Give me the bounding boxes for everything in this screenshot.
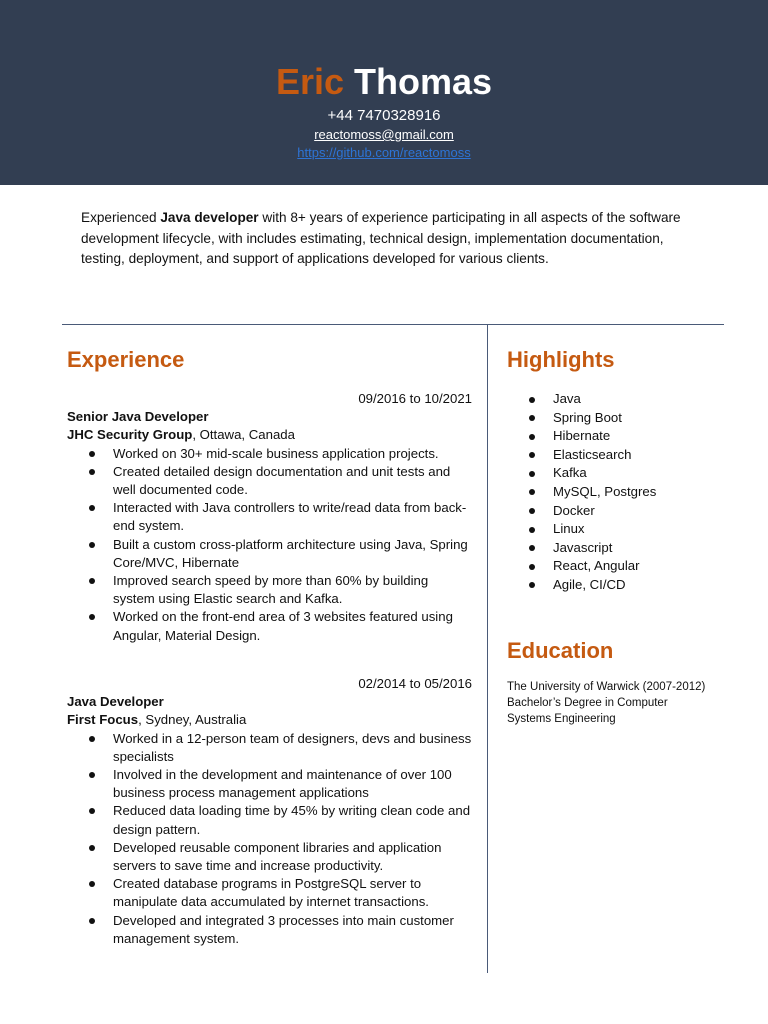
highlight-item: Docker [553, 502, 727, 521]
highlight-item: Elasticsearch [553, 446, 727, 465]
education-heading: Education [507, 638, 614, 663]
horizontal-divider [62, 324, 724, 325]
job-company [67, 426, 472, 444]
phone-number: +44 7470328916 [327, 107, 441, 124]
job-bullet: Created detailed design documentation and unit tests and well documented code. [113, 463, 472, 499]
job-bullet: Built a custom cross-platform architecture using Java, Spring Core/MVC, Hibernate [113, 536, 472, 572]
job-bullet: Involved in the development and maintenance of over 100 business process management applications [113, 766, 472, 802]
highlight-item: Spring Boot [553, 409, 727, 428]
education-details [507, 680, 747, 727]
job-entry [67, 390, 472, 645]
education-school: The University of Warwick (2007-2012) [507, 681, 706, 693]
job-bullet: Reduced data loading time by 45% by writing clean code and design pattern. [113, 802, 472, 838]
job-bullet: Worked on the front-end area of 3 websites featured using Angular, Material Design. [113, 608, 472, 644]
highlight-item: Java [553, 390, 727, 409]
email-link[interactable]: reactomoss@gmail.com [314, 127, 454, 142]
highlight-item: Linux [553, 520, 727, 539]
job-bullet: Created database programs in PostgreSQL server to manipulate data accumulated by internet transactions. [113, 875, 472, 911]
job-dates: 02/2014 to 05/2016 [358, 676, 472, 691]
job-role: Senior Java Developer [67, 409, 209, 425]
candidate-name [0, 58, 768, 106]
highlights-heading: Highlights [507, 347, 615, 372]
job-entry [67, 675, 472, 948]
job-bullet: Interacted with Java controllers to write/read data from back-end system. [113, 499, 472, 535]
job-bullet: Developed reusable component libraries and application servers to save time and increase productivity. [113, 839, 472, 875]
first-name: Eric [275, 61, 344, 102]
summary-bold: Java developer [160, 210, 259, 225]
company-name: JHC Security Group [67, 427, 193, 443]
experience-heading: Experience [67, 347, 185, 372]
job-bullet: Developed and integrated 3 processes into main customer management system. [113, 912, 472, 948]
summary-intro: Experienced [81, 210, 161, 225]
last-name: Thomas [354, 61, 493, 102]
job-bullets [67, 445, 472, 645]
job-dates: 09/2016 to 10/2021 [358, 391, 472, 406]
job-bullets [67, 730, 472, 948]
vertical-divider [487, 325, 488, 973]
highlight-item: Javascript [553, 539, 727, 558]
job-bullet: Worked in a 12-person team of designers, devs and business specialists [113, 730, 472, 766]
job-bullet: Worked on 30+ mid-scale business application projects. [113, 445, 472, 463]
summary-rest: with 8+ years of experience participating in all aspects of the software development lifecycle, with includes estimating, technical design, implementation documentation, testing, deployment, and support of applications developed for various clients. [81, 210, 681, 266]
highlight-items [507, 390, 727, 595]
resume-header [0, 0, 768, 185]
company-name: First Focus [67, 712, 139, 728]
highlight-item: MySQL, Postgres [553, 483, 727, 502]
job-bullet: Improved search speed by more than 60% by building system using Elastic search and Kafka. [113, 572, 472, 608]
highlight-item: Kafka [553, 464, 727, 483]
company-location: , Ottawa, Canada [192, 427, 295, 443]
education-degree: Bachelor’s Degree in Computer [507, 696, 668, 709]
job-role: Java Developer [67, 694, 164, 710]
company-location: , Sydney, Australia [138, 712, 247, 728]
highlight-item: React, Angular [553, 557, 727, 576]
highlight-item: Agile, CI/CD [553, 576, 727, 595]
summary-paragraph [81, 208, 711, 270]
github-link[interactable]: https://github.com/reactomoss [297, 145, 471, 160]
highlight-item: Hibernate [553, 427, 727, 446]
highlights-list [507, 390, 727, 595]
job-company [67, 711, 472, 729]
education-field: Systems Engineering [507, 712, 616, 725]
